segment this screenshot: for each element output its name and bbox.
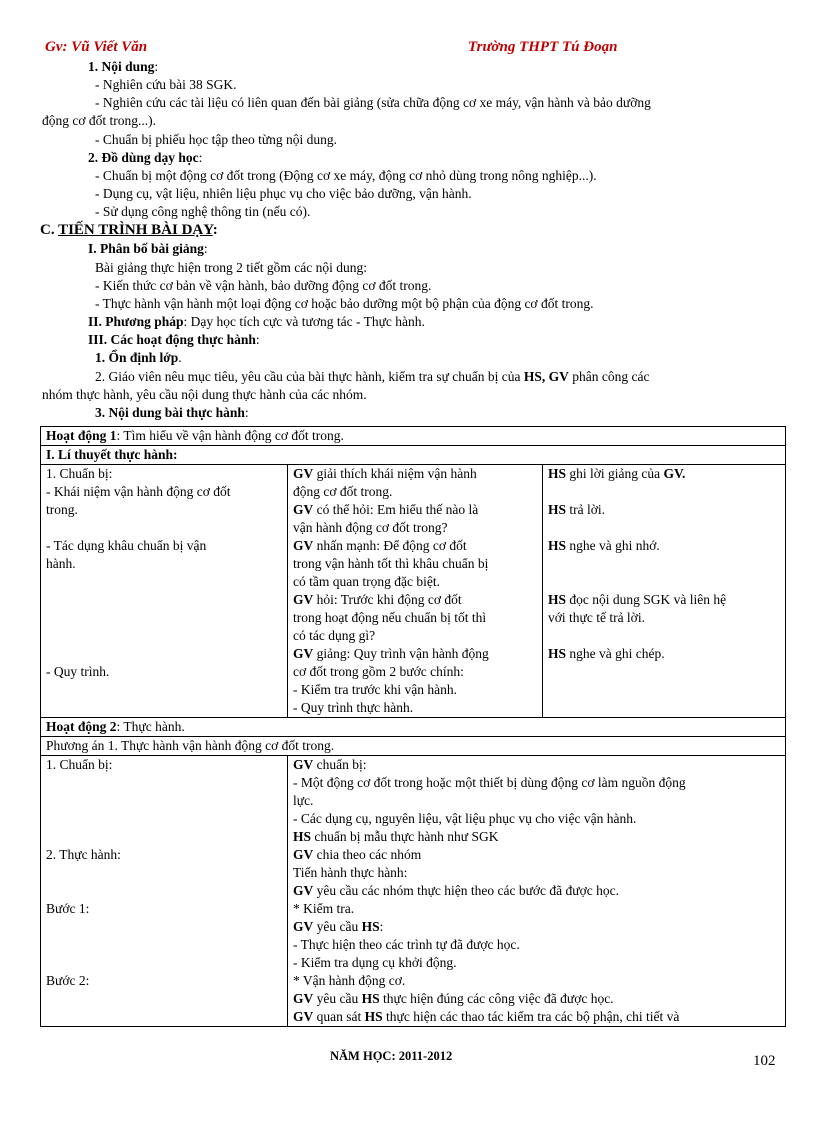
cell-line	[46, 810, 282, 828]
cell-line: động cơ đốt trong.	[293, 484, 393, 499]
cell-line	[46, 792, 282, 810]
table-row	[41, 737, 786, 756]
option-1-header: Phương án 1. Thực hành vận hành động cơ đốt trong.	[41, 737, 786, 756]
heading-phan-bo: I. Phân bố bài giảng:	[88, 241, 208, 256]
cell-line: trong hoạt động nếu chuẩn bị tốt thì	[293, 610, 487, 625]
cell-line	[46, 609, 282, 627]
text-line: động cơ đốt trong...).	[42, 113, 156, 128]
cell-line: HS đọc nội dung SGK và liên hệ	[548, 592, 727, 607]
cell-line	[46, 591, 282, 609]
lesson-table	[40, 426, 786, 1027]
cell-line: - Các dụng cụ, nguyên liệu, vật liệu phục vụ cho việc vận hành.	[293, 811, 637, 826]
text-line: nhóm thực hành, yêu cầu nội dung thực hành của các nhóm.	[42, 387, 367, 402]
cell-line: * Vận hành động cơ.	[293, 973, 406, 988]
cell-line: GV có thể hỏi: Em hiểu thế nào là	[293, 502, 479, 517]
teacher-actions-cell	[288, 465, 543, 718]
cell-line: - Một động cơ đốt trong hoặc một thiết bị dùng động cơ làm nguồn động	[293, 775, 686, 790]
cell-line	[46, 828, 282, 846]
cell-line: Bước 1:	[46, 901, 90, 916]
cell-line: 1. Chuẩn bị:	[46, 466, 113, 481]
text-line: - Dụng cụ, vật liệu, nhiên liệu phục vụ cho việc bảo dưỡng, vận hành.	[95, 186, 472, 201]
page-number: 102	[753, 1053, 776, 1069]
cell-line	[548, 627, 780, 645]
cell-line	[46, 645, 282, 663]
heading-noi-dung-thuc-hanh: 3. Nội dung bài thực hành:	[95, 405, 249, 420]
text-line: Bài giảng thực hiện trong 2 tiết gồm các nội dung:	[95, 260, 368, 275]
cell-line: Bước 2:	[46, 973, 90, 988]
cell-line	[46, 954, 282, 972]
cell-line: HS ghi lời giảng của GV.	[548, 466, 686, 481]
text-line: 2. Giáo viên nêu mục tiêu, yêu cầu của bài thực hành, kiểm tra sự chuẩn bị của HS, GV phân công các	[95, 369, 650, 384]
cell-line	[46, 936, 282, 954]
heading-phuong-phap: II. Phương pháp: Dạy học tích cực và tương tác - Thực hành.	[88, 314, 425, 329]
cell-line: HS trả lời.	[548, 502, 606, 517]
heading-noi-dung: 1. Nội dung:	[88, 59, 159, 74]
text-line: - Chuẩn bị phiếu học tập theo từng nội dung.	[95, 132, 338, 147]
cell-line: - Kiểm tra trước khi vận hành.	[293, 682, 458, 697]
cell-line: - Quy trình thực hành.	[293, 700, 414, 715]
cell-line: hành.	[46, 556, 76, 571]
cell-line	[46, 918, 282, 936]
cell-line: GV nhấn mạnh: Để động cơ đốt	[293, 538, 467, 553]
cell-line: cơ đốt trong gồm 2 bước chính:	[293, 664, 464, 679]
cell-line: GV chia theo các nhóm	[293, 847, 422, 862]
cell-line: GV yêu cầu HS:	[293, 919, 384, 934]
practice-content-cell	[288, 756, 786, 1027]
cell-line: có tầm quan trọng đặc biệt.	[293, 574, 440, 589]
cell-line	[46, 519, 282, 537]
cell-line	[548, 519, 780, 537]
text-line: - Nghiên cứu các tài liệu có liên quan đến bài giảng (sửa chữa động cơ xe máy, vận hành và bảo dưỡng	[95, 95, 651, 110]
text-line: - Kiến thức cơ bản về vận hành, bảo dưỡng động cơ đốt trong.	[95, 278, 432, 293]
cell-line: * Kiểm tra.	[293, 901, 355, 916]
cell-line: GV giải thích khái niệm vận hành	[293, 466, 477, 481]
cell-line: - Khái niệm vận hành động cơ đốt	[46, 484, 231, 499]
cell-line: - Thực hiện theo các trình tự đã được học.	[293, 937, 520, 952]
header-school: Trường THPT Tú Đoạn	[468, 39, 618, 55]
cell-line: 1. Chuẩn bị:	[46, 757, 113, 772]
cell-line: - Quy trình.	[46, 664, 110, 679]
cell-line	[548, 483, 780, 501]
cell-line	[548, 555, 780, 573]
cell-line: với thực tế trả lời.	[548, 610, 645, 625]
heading-do-dung: 2. Đồ dùng dạy học:	[88, 150, 203, 165]
activity-2-header: Hoạt động 2: Thực hành.	[41, 718, 786, 737]
cell-line	[46, 573, 282, 591]
text-line: - Sử dụng công nghệ thông tin (nếu có).	[95, 204, 311, 219]
table-row	[41, 427, 786, 446]
cell-line: - Tác dụng khâu chuẩn bị vận	[46, 538, 207, 553]
cell-line	[46, 882, 282, 900]
table-row	[41, 756, 786, 1027]
heading-hoat-dong: III. Các hoạt động thực hành:	[88, 332, 260, 347]
heading-on-dinh: 1. Ổn định lớp.	[95, 350, 182, 365]
cell-line: GV chuẩn bị:	[293, 757, 367, 772]
cell-line: HS nghe và ghi nhớ.	[548, 538, 660, 553]
header-teacher: Gv: Vũ Viết Văn	[45, 39, 148, 55]
cell-line: GV quan sát HS thực hiện các thao tác kiểm tra các bộ phận, chi tiết và	[293, 1009, 680, 1024]
cell-line: 2. Thực hành:	[46, 847, 121, 862]
cell-line: trong.	[46, 502, 78, 517]
theory-topics-cell	[41, 465, 288, 718]
cell-line: - Kiểm tra dụng cụ khởi động.	[293, 955, 457, 970]
cell-line: vận hành động cơ đốt trong?	[293, 520, 448, 535]
table-row	[41, 446, 786, 465]
text-line: - Chuẩn bị một động cơ đốt trong (Động cơ xe máy, động cơ nhỏ dùng trong nông nghiệp...).	[95, 168, 597, 183]
cell-line: HS chuẩn bị mẫu thực hành như SGK	[293, 829, 499, 844]
cell-line	[548, 573, 780, 591]
footer-school-year: NĂM HỌC: 2011-2012	[330, 1049, 453, 1063]
cell-line: GV yêu cầu các nhóm thực hiện theo các bước đã được học.	[293, 883, 619, 898]
cell-line: trong vận hành tốt thì khâu chuẩn bị	[293, 556, 489, 571]
practice-steps-cell	[41, 756, 288, 1027]
student-actions-cell	[543, 465, 786, 718]
cell-line: GV yêu cầu HS thực hiện đúng các công việc đã được học.	[293, 991, 614, 1006]
table-row	[41, 465, 786, 718]
theory-header: I. Lí thuyết thực hành:	[41, 446, 786, 465]
cell-line	[46, 990, 282, 1008]
cell-line: lực.	[293, 793, 314, 808]
cell-line	[46, 774, 282, 792]
cell-line: có tác dụng gì?	[293, 628, 376, 643]
text-line: - Nghiên cứu bài 38 SGK.	[95, 77, 237, 92]
cell-line: HS nghe và ghi chép.	[548, 646, 665, 661]
cell-line	[46, 864, 282, 882]
text-line: - Thực hành vận hành một loại động cơ hoặc bảo dưỡng một bộ phận của động cơ đốt trong.	[95, 296, 594, 311]
cell-line	[46, 1008, 282, 1026]
activity-1-header: Hoạt động 1: Tìm hiểu về vận hành động cơ đốt trong.	[41, 427, 786, 446]
cell-line: Tiến hành thực hành:	[293, 865, 408, 880]
cell-line: GV giảng: Quy trình vận hành động	[293, 646, 489, 661]
cell-line	[46, 627, 282, 645]
section-c-title: C. TIẾN TRÌNH BÀI DẠY:	[40, 222, 218, 238]
table-row	[41, 718, 786, 737]
cell-line: GV hỏi: Trước khi động cơ đốt	[293, 592, 462, 607]
